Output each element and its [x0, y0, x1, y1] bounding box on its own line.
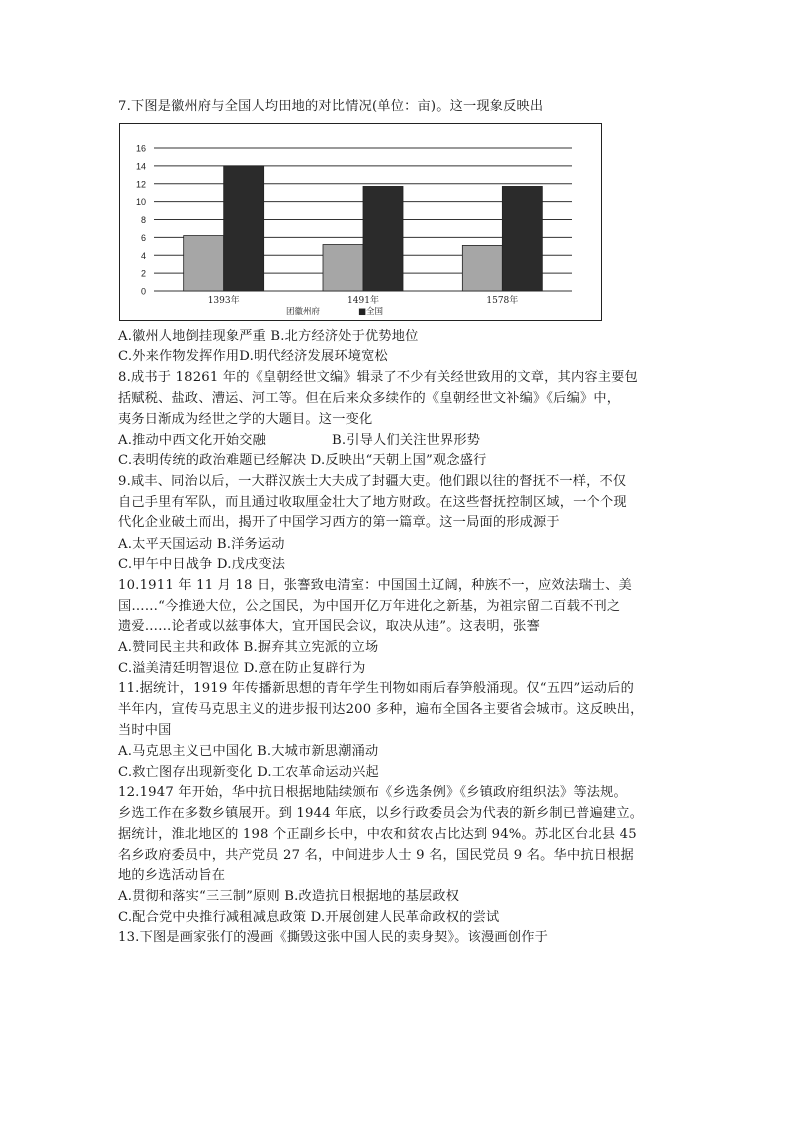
x-tick-label: 1578年: [486, 296, 519, 306]
q10-stem-line-3: 遗爱……论者或以兹事体大，宜开国民会议，取决从违”。这表明，张謇: [118, 619, 540, 634]
y-tick-label: 16: [135, 143, 146, 154]
q11-option-cd: C.救亡图存出现新变化 D.工农革命运动兴起: [118, 765, 379, 780]
q8-stem-line-2: 括赋税、盐政、漕运、河工等。但在后来众多续作的《皇朝经世文补编》《后编》中，: [118, 391, 621, 406]
q12-stem-line-1: 12.1947 年开始，华中抗日根据地陆续颁布《乡选条例》《乡镇政府组织法》等法规。: [118, 785, 627, 800]
bar-huizhou: [184, 236, 224, 291]
y-tick-label: 10: [135, 197, 146, 208]
bar-huizhou: [323, 245, 363, 291]
y-tick-label: 14: [135, 161, 146, 172]
q11-stem-line-1: 11.据统计，1919 年传播新思想的青年学生刊物如雨后春笋般涌现。仅“五四”运动后的: [118, 681, 634, 696]
q8-option-ab: [118, 431, 688, 451]
q12-stem-line-5: 地的乡选活动旨在: [118, 868, 226, 883]
legend-huizhou: 团徽州府: [286, 307, 321, 317]
bar-national: [363, 186, 403, 291]
q8-option-b: B.引导人们关注世界形势: [332, 433, 481, 448]
q10-option-ab: A.赞同民主共和政体 B.摒弃其立宪派的立场: [118, 640, 379, 655]
q10-option-cd: C.溢美清廷明智退位 D.意在防止复辟行为: [118, 661, 366, 676]
y-tick-label: 8: [140, 215, 146, 225]
q12-stem-line-4: 名乡政府委员中，共产党员 27 名，中间进步人士 9 名，国民党员 9 名。华中抗日根据: [118, 848, 634, 863]
y-tick-label: 12: [135, 179, 146, 190]
q10-stem-line-1: 10.1911 年 11 月 18 日，张謇致电清室：中国国土辽阔，种族不一，应效法瑞士、美: [118, 578, 632, 593]
q9-stem-line-3: 代化企业破土而出，揭开了中国学习西方的第一篇章。这一局面的形成源于: [118, 515, 560, 530]
q8-option-cd: C.表明传统的政治难题已经解决 D.反映出“天朝上国”观念盛行: [118, 453, 487, 468]
bar-national: [224, 166, 264, 291]
chart-svg: [120, 124, 600, 319]
q12-stem-line-3: 据统计，淮北地区的 198 个正副乡长中，中农和贫农占比达到 94%。苏北区台北县 45: [118, 827, 637, 842]
q10-stem-line-2: 国……“今推逊大位，公之国民，为中国开亿万年进化之新基，为祖宗留二百载不刊之: [118, 599, 621, 614]
bar-national: [502, 186, 542, 291]
q8-stem-line-1: 8.成书于 18261 年的《皇朝经世文编》辑录了不少有关经世致用的文章，其内容主要包: [118, 370, 638, 385]
q13-stem: 13.下图是画家张仃的漫画《撕毁这张中国人民的卖身契》。该漫画创作于: [118, 930, 548, 945]
q8-option-a: A.推动中西文化开始交融: [118, 433, 266, 448]
x-tick-label: 1393年: [207, 296, 240, 306]
y-tick-label: 4: [140, 250, 146, 261]
y-tick-label: 0: [140, 286, 146, 297]
q12-option-ab: A.贯彻和落实“三三制”原则 B.改造抗日根据地的基层政权: [118, 889, 460, 904]
q12-option-cd: C.配合党中央推行减租减息政策 D.开展创建人民革命政权的尝试: [118, 910, 500, 925]
q7-stem: 7.下图是徽州府与全国人均田地的对比情况(单位：亩)。这一现象反映出: [118, 99, 544, 114]
q11-stem-line-3: 当时中国: [118, 723, 172, 738]
q11-stem-line-2: 半年内，宣传马克思主义的进步报刊达200 多种，遍布全国各主要省会城市。这反映出，: [118, 702, 644, 717]
bar-chart: [119, 123, 602, 321]
q7-option-cd: C.外来作物发挥作用D.明代经济发展环境宽松: [118, 349, 388, 364]
x-tick-label: 1491年: [347, 296, 379, 306]
q9-stem-line-1: 9.咸丰、同治以后，一大群汉族士大夫成了封疆大吏。他们跟以往的督抚不一样，不仅: [118, 474, 627, 489]
q12-stem-line-2: 乡选工作在多数乡镇展开。到 1944 年底，以乡行政委员会为代表的新乡制已普遍建立。: [118, 806, 644, 821]
y-tick-label: 2: [140, 268, 146, 279]
y-tick-label: 6: [140, 232, 146, 243]
legend-national: ■全国: [358, 307, 384, 317]
q7-option-ab: A.徽州人地倒挂现象严重 B.北方经济处于优势地位: [118, 329, 419, 344]
q9-stem-line-2: 自己手里有军队，而且通过收取厘金壮大了地方财政。在这些督抚控制区域，一个个现: [118, 495, 627, 510]
bar-huizhou: [462, 245, 502, 291]
q9-option-ab: A.太平天国运动 B.洋务运动: [118, 537, 285, 552]
q8-stem-line-3: 夷务日渐成为经世之学的大题目。这一变化: [118, 412, 373, 427]
q11-option-ab: A.马克思主义已中国化 B.大城市新思潮涌动: [118, 744, 379, 759]
q9-option-cd: C.甲午中日战争 D.戊戌变法: [118, 557, 286, 572]
